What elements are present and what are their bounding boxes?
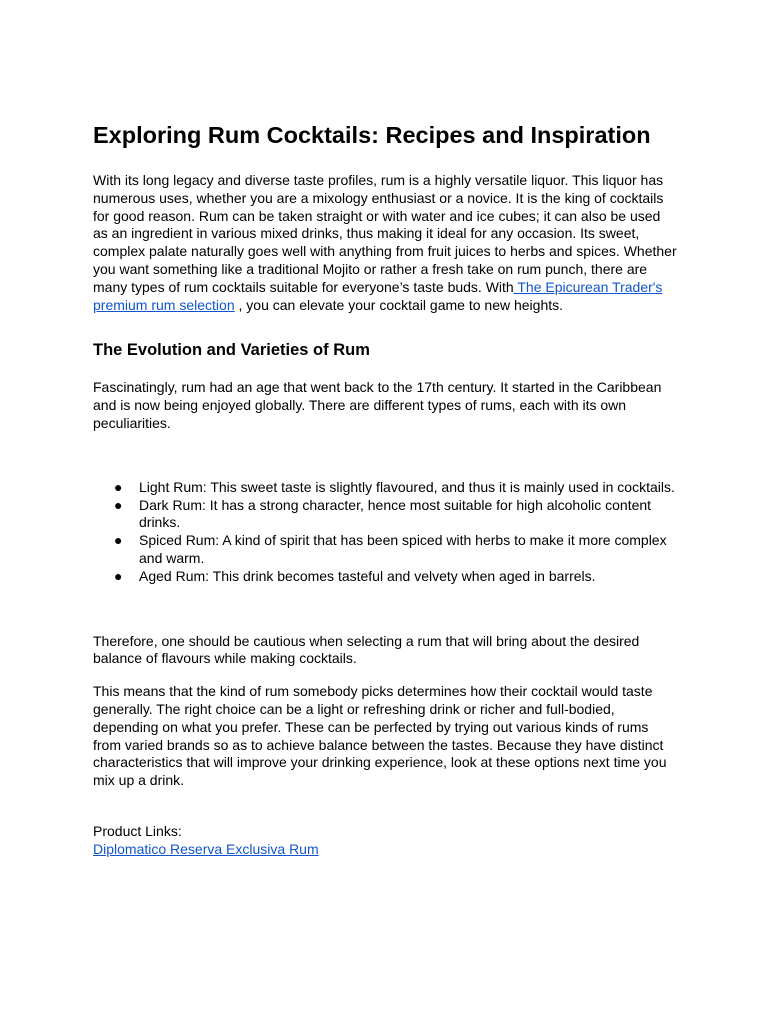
meaning-paragraph: This means that the kind of rum somebody picks determines how their cocktail would taste generally. The right choice can be a light or refreshing drink or richer and full-bodied, depending on what you prefer. These can be perfected by trying out various kinds of rums from varied brands so as to achieve balance between the tastes. Because they have distinct characteristics that will improve your drinking experience, look at these options next time you mix up a drink.	[93, 683, 667, 789]
product-links-label: Product Links:	[93, 822, 182, 839]
history-paragraph: Fascinatingly, rum had an age that went back to the 17th century. It started in the Caribbean and is now being enjoyed globally. There are different types of rums, each with its own peculiarities.	[93, 379, 662, 431]
caution-paragraph: Therefore, one should be cautious when selecting a rum that will bring about the desired balance of flavours while making cocktails.	[93, 632, 640, 667]
diplomatico-product-link[interactable]: Diplomatico Reserva Exclusiva Rum	[93, 840, 319, 857]
page-title: Exploring Rum Cocktails: Recipes and Inspiration	[93, 122, 651, 148]
rum-types-list	[93, 479, 678, 586]
list-item-light-rum	[93, 479, 678, 497]
bullet-icon: ●	[114, 567, 123, 584]
list-item-text: Dark Rum: It has a strong character, hence most suitable for high alcoholic content drinks.	[139, 496, 652, 531]
intro-text-after-link: , you can elevate your cocktail game to new heights.	[234, 296, 564, 313]
bullet-icon: ●	[114, 478, 123, 495]
intro-paragraph	[93, 172, 678, 314]
list-item-dark-rum	[93, 497, 678, 533]
list-item-text: Aged Rum: This drink becomes tasteful and velvety when aged in barrels.	[139, 567, 596, 584]
document-page	[93, 118, 678, 859]
product-link-item	[93, 841, 678, 859]
epicurean-trader-link[interactable]: The Epicurean Trader's premium rum selection	[93, 278, 663, 313]
bullet-icon: ●	[114, 496, 123, 513]
intro-text-before-link: With its long legacy and diverse taste profiles, rum is a highly versatile liquor. This liquor has numerous uses, whether you are a mixology enthusiast or a novice. It is the king of cocktails for good reason. Rum can be taken straight or with water and ice cubes; it can also be used as an ingredient in various mixed drinks, thus making it ideal for any occasion. Its sweet, complex palate naturally goes well with anything from fruit juices to herbs and spices. Whether you want something like a traditional Mojito or rather a fresh take on rum punch, there are many types of rum cocktails suitable for everyone’s taste buds. With	[93, 172, 677, 295]
section-heading: The Evolution and Varieties of Rum	[93, 341, 370, 360]
list-item-aged-rum	[93, 568, 678, 586]
list-item-text: Spiced Rum: A kind of spirit that has been spiced with herbs to make it more complex and warm.	[139, 532, 667, 566]
bullet-icon: ●	[114, 532, 123, 549]
list-item-spiced-rum	[93, 532, 678, 568]
list-item-text: Light Rum: This sweet taste is slightly flavoured, and thus it is mainly used in cocktails.	[139, 478, 675, 495]
